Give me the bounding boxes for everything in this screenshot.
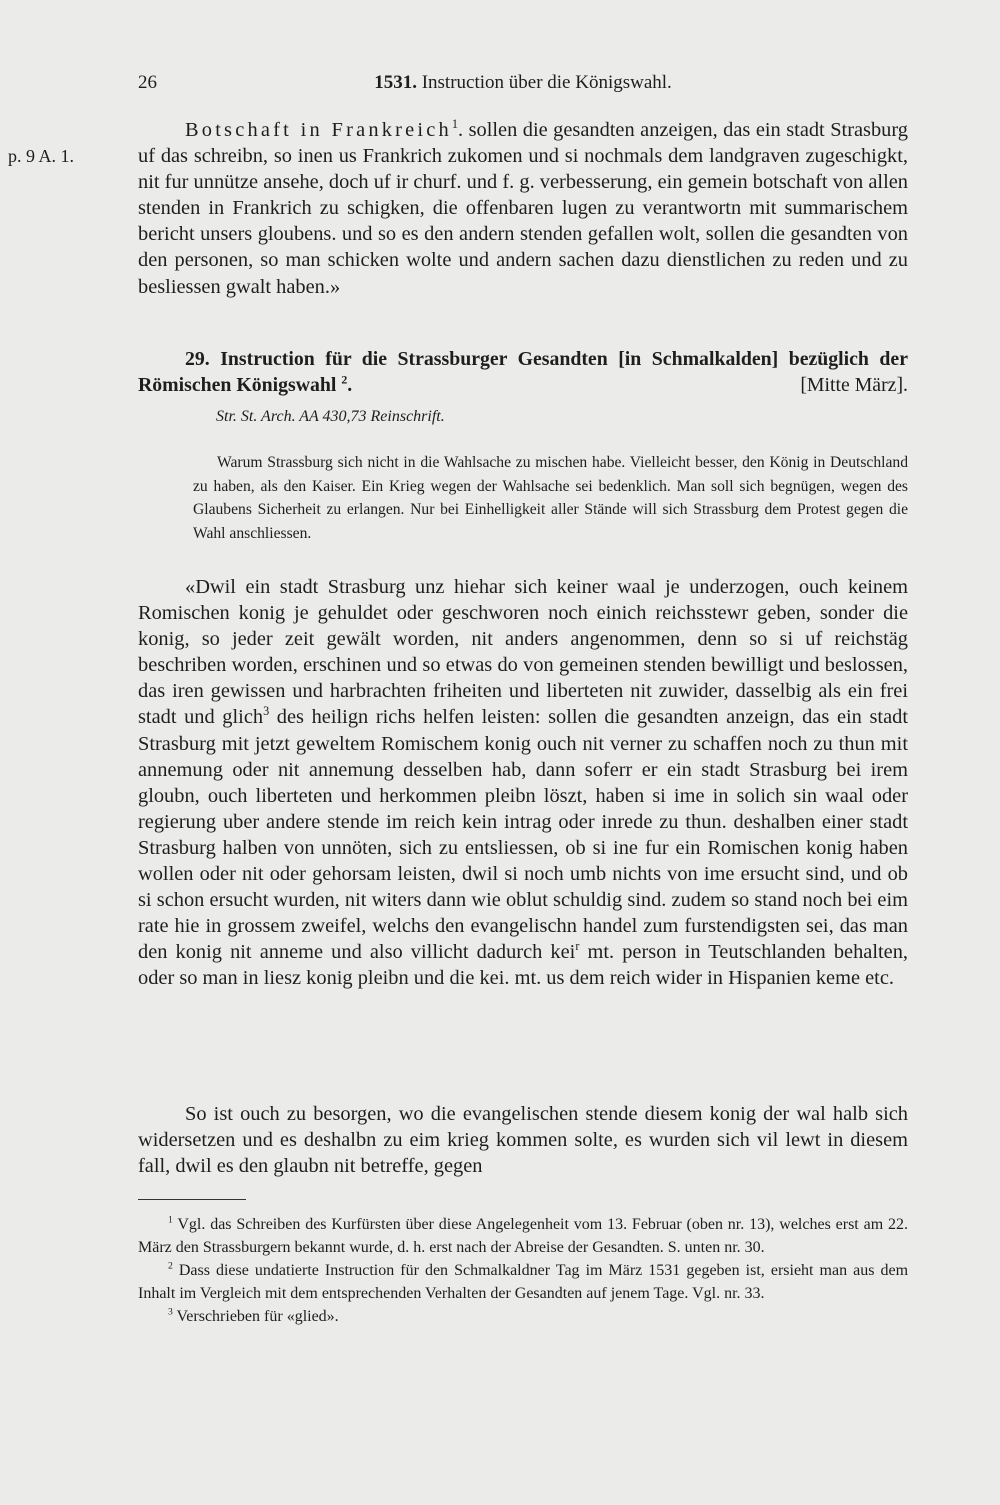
heading-end: .: [347, 374, 353, 396]
footnote-ref-2: 2: [341, 372, 348, 387]
footnote-text: Vgl. das Schreiben des Kurfürsten über diese Angelegenheit vom 13. Februar (oben nr. 13), welches erst am 22. März den Strassburgern bekannt wurde, d. h. erst nach der Abreise der Gesandten. S. unten nr. 30.: [138, 1216, 908, 1256]
main-text-c: mt. person in Teutschlanden behalten, oder so man in liesz konig pleibn und die kei. mt. us dem reich wider in Hispanien keme etc.: [138, 941, 908, 990]
heading-text: 29. Instruction für die Strassburger Gesandten [in Schmalkalden] bezüglich der Römischen Königswahl: [138, 348, 908, 396]
main-text-b: des heilign richs helfen leisten: sollen die gesandten anzeign, das ein stadt Strasburg mit jetzt geweltem Romischem konig ouch nit verner zu schaffen noch zu thun mit annemung oder nit annemung desselben hab, dann soferr er ein stadt Strasburg bei irem gloubn, ouch liberteten und herkommen pleibn löszt, haben si ime in solich sin waal oder regierung uber andere stende im reich kein intrag oder inrede zu thun. deshalben einer stadt Strasburg halben von unnöten, sich zu entsliessen, ob si ine fur ein Romischen konig haben wollen oder nit oder gehorsam leisten, dwil si noch umb nichts von ime ersucht sind, und ob si schon ersucht wurden, nit witers dann wie oblut schuldig sind. zudem so stand noch bei eim rate hie in grossem zweifel, welchs den evangelischn handel zum furstendigsten sei, das man den konig nit anneme und also villicht dadurch kei: [138, 706, 908, 964]
margin-note: p. 9 A. 1.: [8, 146, 75, 166]
main-text-a: «Dwil ein stadt Strasburg unz hiehar sich keiner waal je underzogen, ouch keinem Romischen konig je gehuldet oder geschworen noch einich reichsstewr geben, sonder die konig, so jeder zeit gewält worden, nit anders angenommen, denn so si uf reichstäg beschriben worden, erschinen und so etwas do von gemeinen stenden bewilligt und beslossen, das iren gewissen und harbrachten friheiten und liberteten nit zuwider, dasselbig als ein frei stadt und glich: [138, 576, 908, 729]
running-header: [138, 72, 908, 106]
header-year: 1531.: [374, 72, 417, 93]
continued-text: . sollen die gesandten anzeigen, das ein stadt Strasburg uf das schreibn, so inen us Frankrich zukomen und si nochmals dem landgraven zugeschigkt, nit fur unnütze ansehe, doch uf ir churf. und f. g. verbesserung, ein gemein botschaft von allen stenden in Frankrich zu schigken, die offenbaren lugen zu verantwortn mit summarischem bericht unsers gloubens. und so es den andern stenden gefallen wolt, sollen die gesandten von den personen, so man schicken wolte und andern sachen dazu dienstlichen zu reden und zu besliessen gwalt haben.»: [138, 119, 908, 298]
document-source: Str. St. Arch. AA 430,73 Reinschrift.: [216, 408, 445, 425]
footnote-number: 3: [168, 1306, 173, 1318]
document-summary: Warum Strassburg sich nicht in die Wahlsache zu mischen habe. Vielleicht besser, den König in Deutschland zu haben, als den Kaiser. Ein Krieg wegen der Wahlsache sei bedenklich. Man soll sich begnügen, wegen des Glaubens Sicherheit zu erlangen. Nur bei Einhelligkeit aller Stände will sich Strassburg dem Protest gegen die Wahl anschliessen.: [193, 454, 908, 542]
footnote-ref-1: 1: [451, 117, 459, 132]
footnote-number: 2: [168, 1260, 173, 1272]
footnote-ref-3: 3: [263, 704, 270, 719]
footnote: [138, 1259, 908, 1305]
running-title: [138, 72, 908, 94]
section-lead: Botschaft in Frankreich: [185, 119, 452, 141]
footnote-text: Verschrieben für «glied».: [176, 1308, 339, 1325]
continued-paragraph: [138, 117, 908, 300]
footnote-text: Dass diese undatierte Instruction für den Schmalkaldner Tag im März 1531 gegeben ist, ersieht man aus dem Inhalt im Vergleich mit dem entsprechenden Verhalten der Gesandten auf jenem Tage. Vgl. nr. 33.: [138, 1262, 909, 1302]
header-title: Instruction über die Königswahl.: [421, 72, 672, 93]
footnote-number: 1: [168, 1214, 173, 1226]
document-heading: [138, 346, 908, 398]
footnote: [138, 1305, 908, 1328]
superscript-r: r: [575, 939, 580, 954]
page-number: 26: [138, 72, 157, 93]
footnote-rule: [138, 1199, 246, 1200]
document-date: [Mitte März].: [800, 374, 908, 396]
footnote: [138, 1213, 908, 1259]
footnotes: [138, 1213, 908, 1328]
main-paragraph: [138, 574, 908, 992]
second-paragraph: So ist ouch zu besorgen, wo die evangelischen stende diesem konig der wal halb sich widersetzen und es deshalbn zu eim krieg kommen solte, es wurden sich vil lewt in diesem fall, dwil es den glaubn nit betreffe, gegen: [138, 1103, 908, 1178]
